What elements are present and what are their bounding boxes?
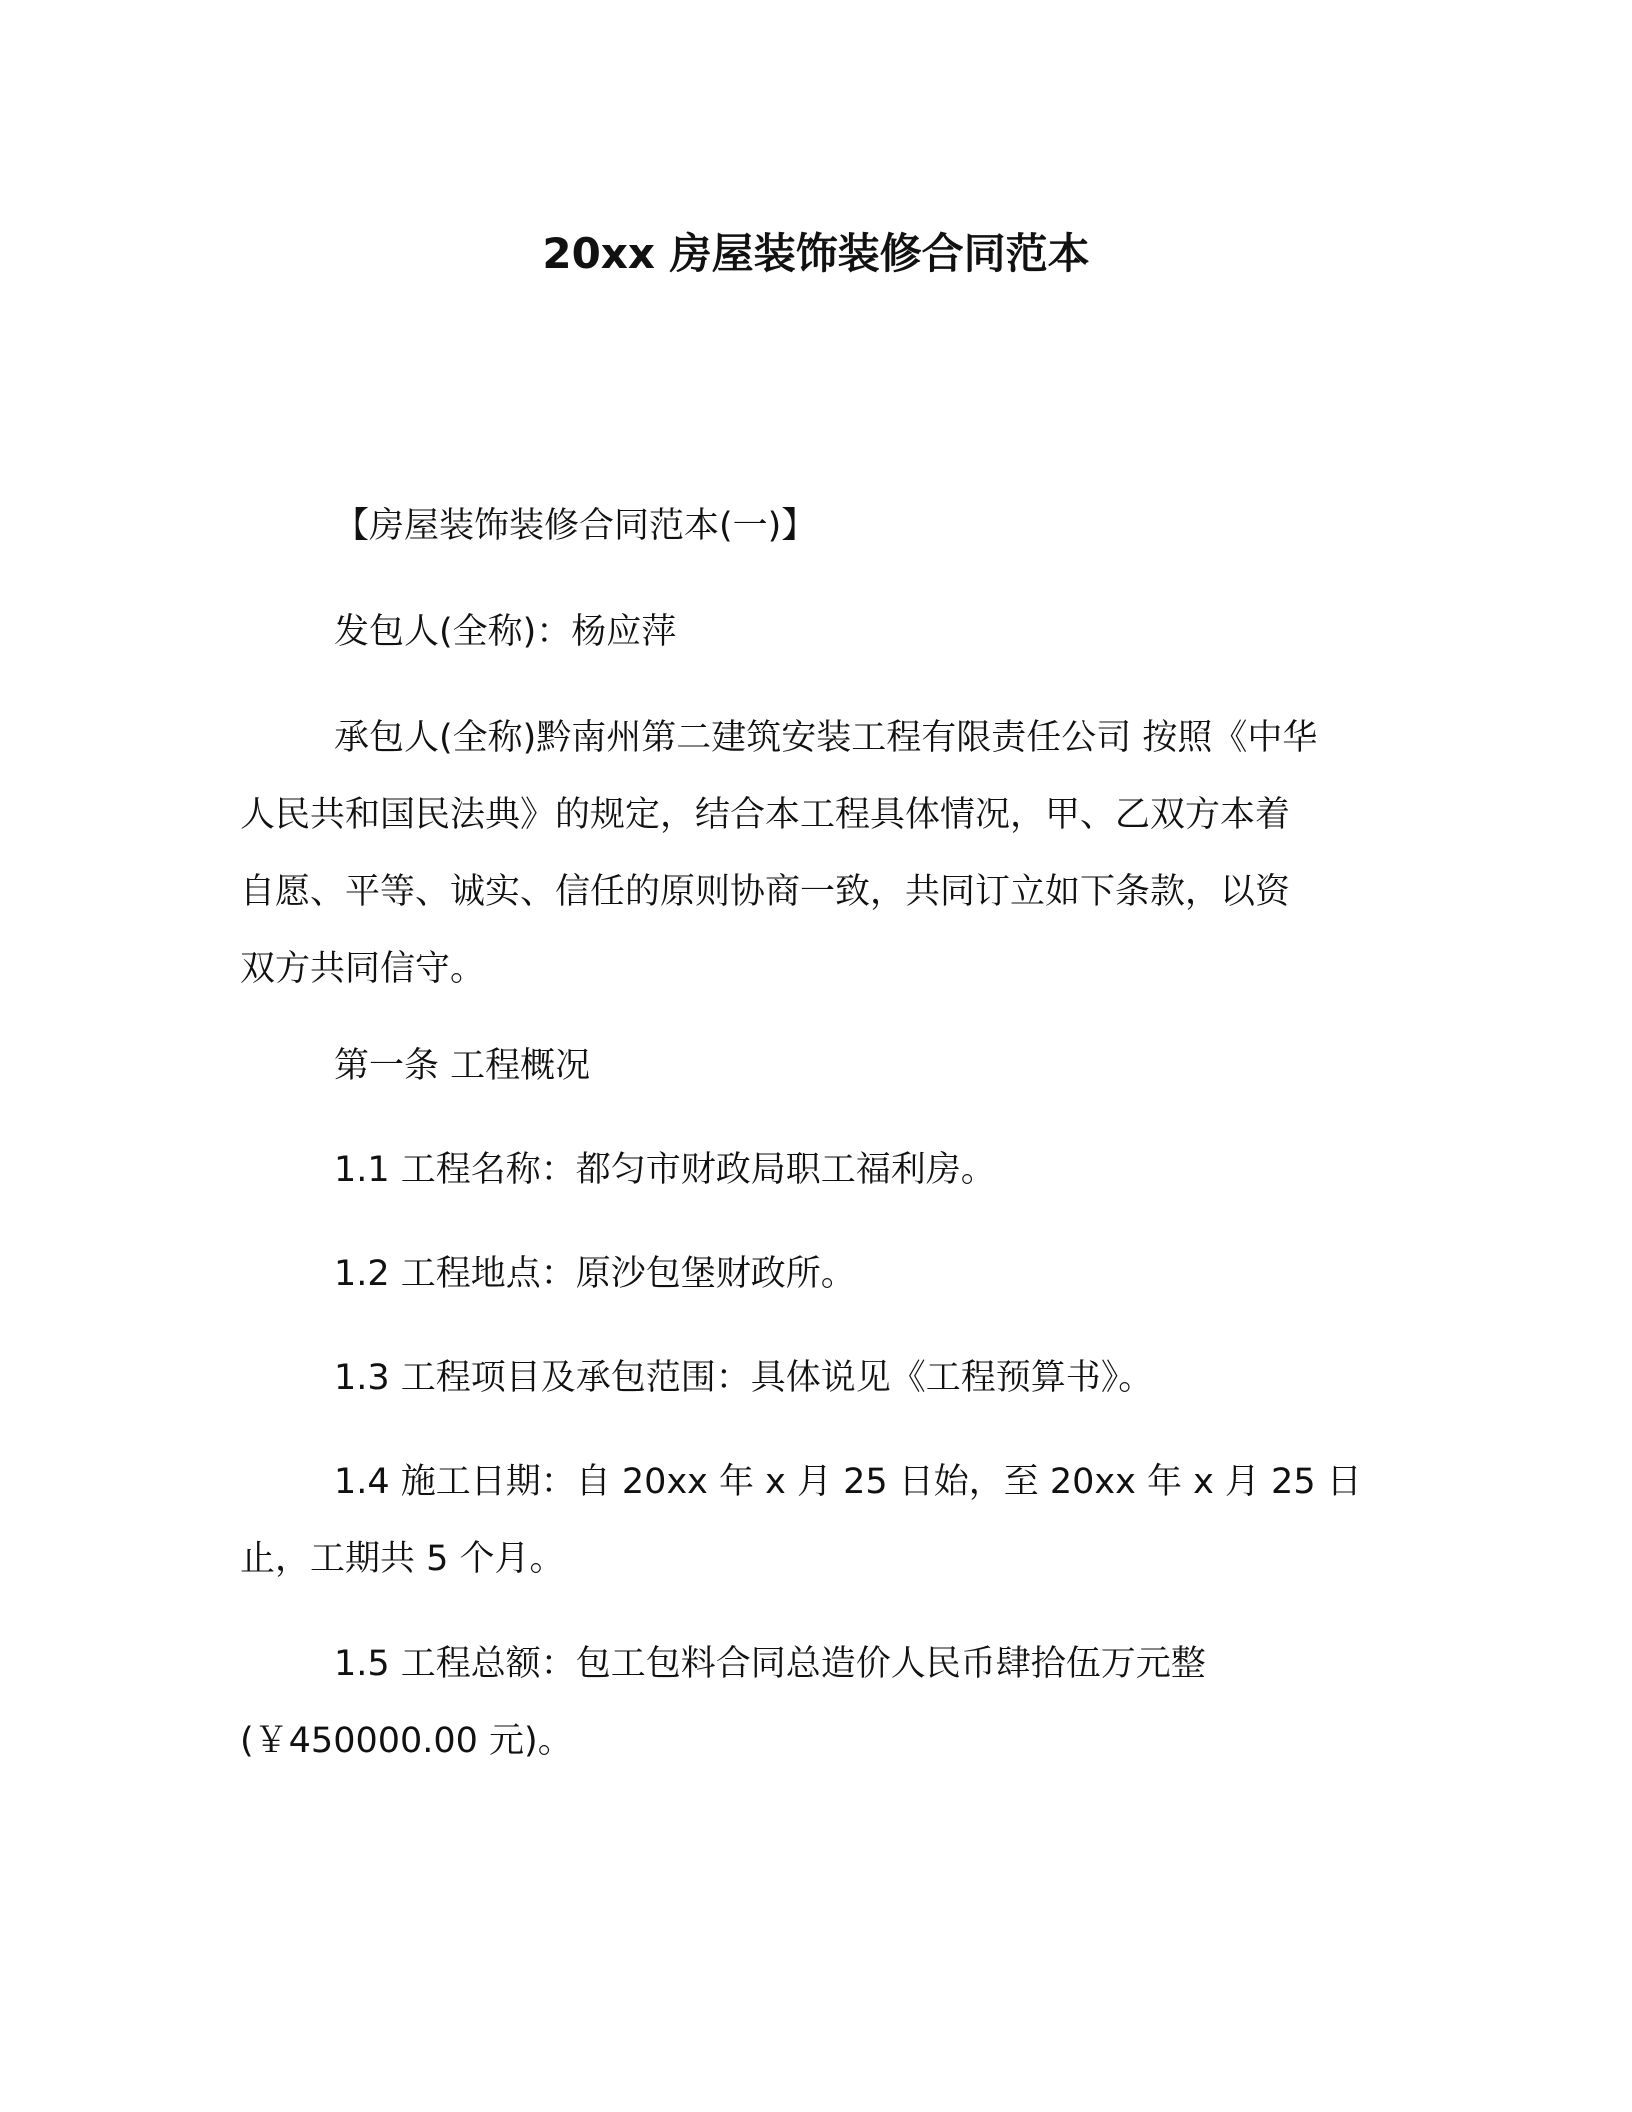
section-heading (240, 488, 1370, 565)
employer-line (240, 594, 1370, 671)
item-1-4-line-2: 止，工期共 5 个月。 (240, 1539, 565, 1579)
document-title: 20xx 房屋装饰装修合同范本 (542, 229, 1090, 278)
contractor-line-1: 承包人(全称)黔南州第二建筑安装工程有限责任公司 按照《中华 (334, 718, 1318, 758)
item-1-5-line-1: 1.5 工程总额：包工包料合同总造价人民币肆拾伍万元整 (334, 1644, 1206, 1684)
section-heading-text: 【房屋装饰装修合同范本(一)】 (334, 506, 817, 546)
contractor-line-4: 双方共同信守。 (240, 949, 486, 989)
article-1-heading-text: 第一条 工程概况 (334, 1046, 591, 1086)
employer-text: 发包人(全称)：杨应萍 (334, 612, 677, 652)
item-1-5 (240, 1626, 1370, 1780)
contractor-paragraph (240, 700, 1370, 1008)
item-1-2-text: 1.2 工程地点：原沙包堡财政所。 (334, 1254, 856, 1294)
item-1-4 (240, 1444, 1370, 1598)
item-1-3-text: 1.3 工程项目及承包范围：具体说见《工程预算书》。 (334, 1358, 1154, 1398)
item-1-1 (240, 1132, 1370, 1209)
contractor-line-3: 自愿、平等、诚实、信任的原则协商一致，共同订立如下条款，以资 (240, 872, 1291, 912)
item-1-2 (240, 1236, 1370, 1313)
item-1-1-text: 1.1 工程名称：都匀市财政局职工福利房。 (334, 1150, 996, 1190)
item-1-4-line-1: 1.4 施工日期：自 20xx 年 x 月 25 日始，至 20xx 年 x 月 25 日 (334, 1462, 1362, 1502)
contractor-line-2: 人民共和国民法典》的规定，结合本工程具体情况，甲、乙双方本着 (240, 795, 1291, 835)
item-1-5-line-2: (￥450000.00 元)。 (240, 1721, 573, 1761)
item-1-3 (240, 1340, 1370, 1417)
article-1-heading (240, 1028, 1370, 1105)
